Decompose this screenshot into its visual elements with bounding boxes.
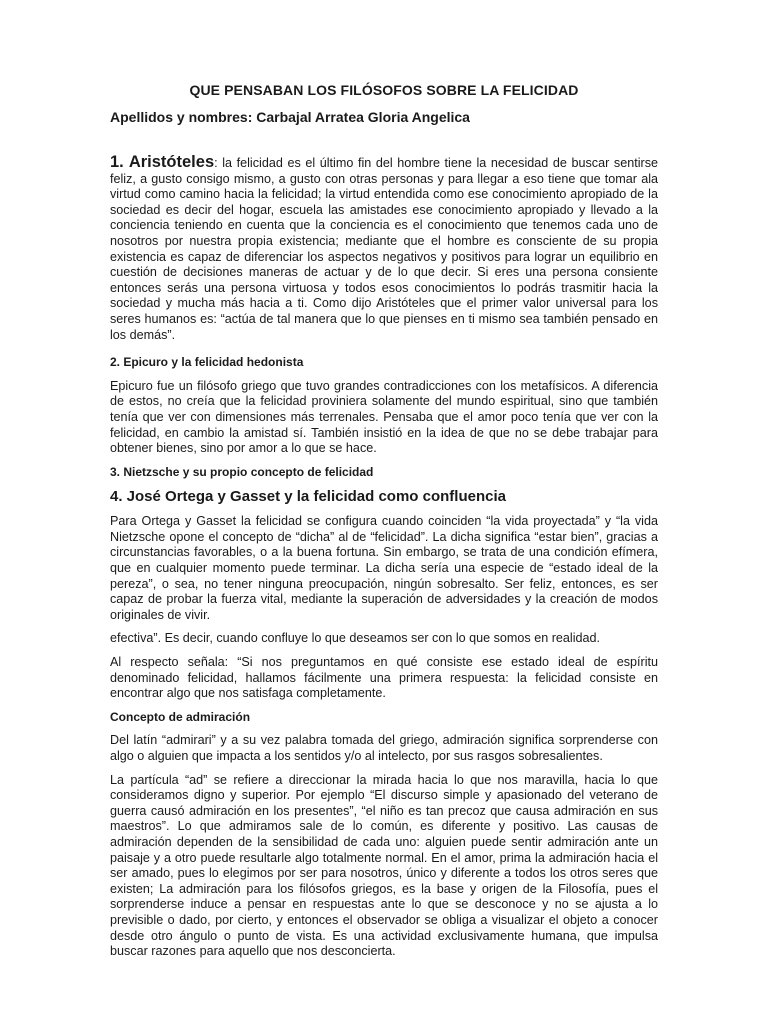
section-4-paragraph-2: efectiva”. Es decir, cuando confluye lo que deseamos ser con lo que somos en realidad. bbox=[110, 631, 601, 646]
section-5-heading: Concepto de admiración bbox=[110, 709, 251, 724]
section-5-paragraph-2: La partícula “ad” se refiere a direccionar la mirada hacia lo que nos maravilla, hacia lo que consideramos digno y superior. Por ejemplo “El discurso simple y apasionado del veterano de guerra causó admiración en los presentes”, “el niño es tan precoz que causa admiración en sus maestros”. Lo que admiramos sale de lo común, es diferente y positivo. Las causas de admiración dependen de la sensibilidad de cada uno: alguien puede sentir admiración ante un paisaje y a otro puede resultarle algo totalmente normal. En el amor, prima la admiración hacia el ser amado, pues lo elegimos por ser para nosotros, único y diferente a todos los otros seres que existen; La admiración para los filósofos griegos, es la base y origen de la Filosofía, pues el sorprenderse induce a pensar en respuestas ante lo que se desconoce y no se ajusta a lo previsible o dado, por cierto, y entonces el observador se obliga a visualizar el objeto a conocer desde otro ángulo o punto de vista. Es una actividad exclusivamente humana, que impulsa buscar razones para aquello que nos desconcierta. bbox=[110, 772, 658, 959]
section-2-text: Epicuro fue un filósofo griego que tuvo grandes contradicciones con los metafísicos. A diferencia de estos, no creía que la felicidad proviniera solamente del mundo espiritual, sino que también tenía que ver con dimensiones más terrenales. Pensaba que el amor poco tenía que ver con la felicidad, en cambio la amistad sí. También insistió en la idea de que no se debe trabajar para obtener bienes, sino por amor a lo que se hace. bbox=[110, 378, 658, 456]
author-line: Apellidos y nombres: Carbajal Arratea Gloria Angelica bbox=[110, 109, 470, 125]
section-1-text: la felicidad es el último fin del hombre tiene la necesidad de buscar sentirse feliz, a gusto consigo mismo, a gusto con otras personas y para llegar a eso tiene que tomar ala virtud como camino hacia la felicidad; la virtud entendida como ese conocimiento apropiado de la sociedad es decir del hogar, escuela las amistades ese conocimiento apropiado y llevado a la conciencia teniendo en cuenta que la conciencia es el conocimiento que tenemos cada uno de nosotros por nuestra propia existencia; mediante que el hombre es consciente de su propia existencia es capaz de diferenciar los aspectos negativos y positivos para lograr un equilibrio en cuestión de decisiones maneras de actuar y de lo que decir. Si eres una persona consiente entonces serás una persona virtuosa y todos esos conocimientos lo podrás trasmitir hacia la sociedad y mucha más hacia a ti. Como dijo Aristóteles que el primer valor universal para los seres humanos es: “actúa de tal manera que lo que pienses en ti mismo sea también pensado en los demás”. bbox=[110, 156, 658, 342]
section-5-paragraph-1: Del latín “admirari” y a su vez palabra tomada del griego, admiración significa sorprenderse con algo o alguien que impacta a los sentidos y/o al intelecto, por sus rasgos sobresalientes. bbox=[110, 733, 658, 763]
section-4-heading: 4. José Ortega y Gasset y la felicidad como confluencia bbox=[110, 488, 506, 506]
section-4-paragraph-1: Para Ortega y Gasset la felicidad se configura cuando coinciden “la vida proyectada” y “la vida Nietzsche opone el concepto de “dicha” al de “felicidad”. La dicha significa “estar bien”, gracias a circunstancias favorables, o a la buena fortuna. Sin embargo, se trata de una condición efímera, que en cualquier momento puede terminar. La dicha sería una especie de “estado ideal de la pereza”, o sea, no tener ninguna preocupación, ningún sobresalto. Ser feliz, entonces, es ser capaz de probar la fuerza vital, mediante la superación de adversidades y la creación de modos originales de vivir. bbox=[110, 514, 658, 622]
document-title: QUE PENSABAN LOS FILÓSOFOS SOBRE LA FELICIDAD bbox=[189, 82, 579, 98]
section-2-heading: 2. Epicuro y la felicidad hedonista bbox=[110, 355, 304, 370]
section-aristoteles bbox=[110, 155, 658, 343]
section-1-colon: : bbox=[214, 156, 218, 170]
section-1-heading: 1. Aristóteles bbox=[110, 153, 215, 171]
section-4-paragraph-3: Al respecto señala: “Si nos preguntamos en qué consiste ese estado ideal de espíritu denominado felicidad, hallamos fácilmente una primera respuesta: la felicidad consiste en encontrar algo que nos satisfaga completamente. bbox=[110, 655, 658, 701]
section-3-heading: 3. Nietzsche y su propio concepto de felicidad bbox=[110, 464, 374, 479]
